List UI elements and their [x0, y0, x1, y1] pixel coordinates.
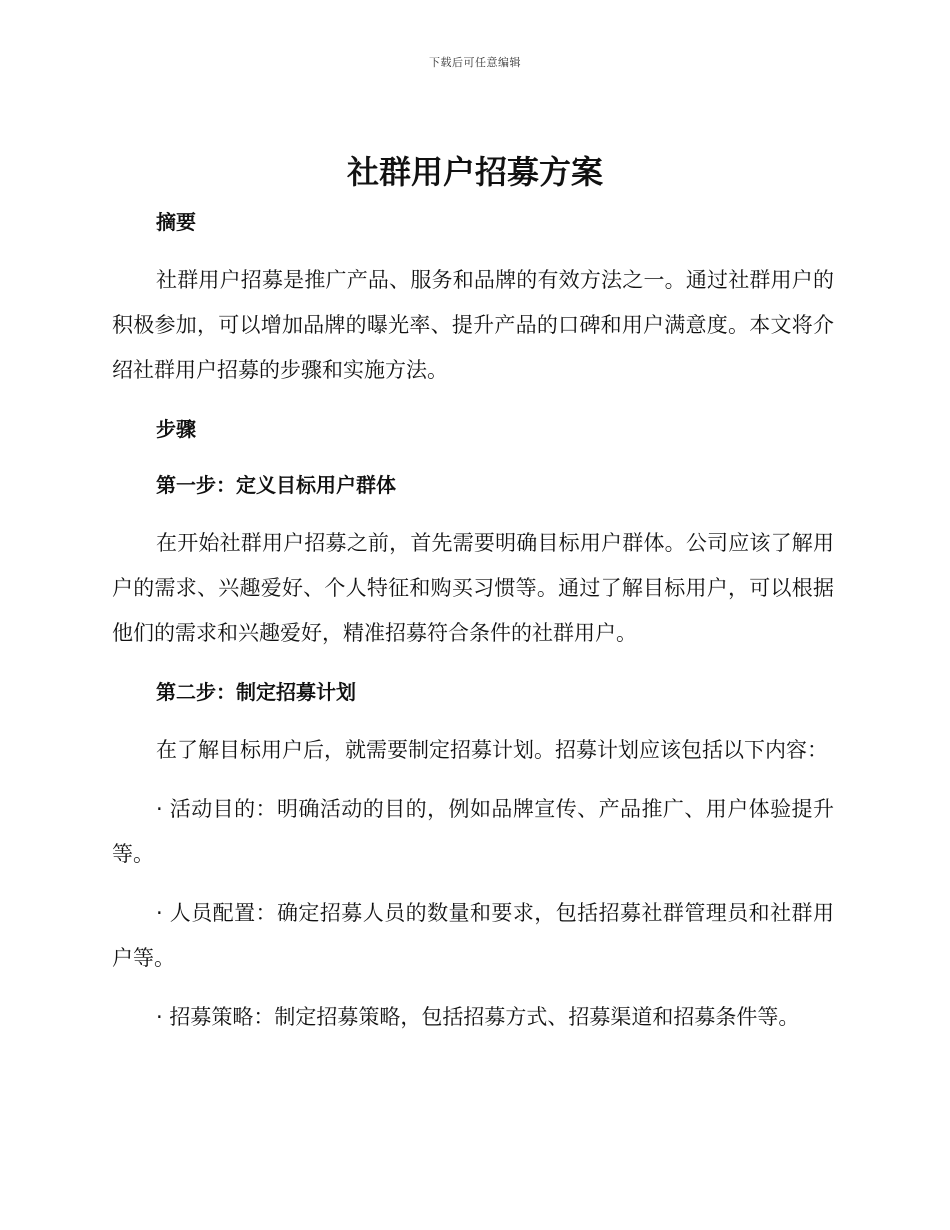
abstract-paragraph: 社群用户招募是推广产品、服务和品牌的有效方法之一。通过社群用户的积极参加，可以增加品牌的曝光率、提升产品的口碑和用户满意度。本文将介绍社群用户招募的步骤和实施方法。	[112, 268, 834, 382]
document-body	[112, 200, 834, 1040]
steps-heading: 步骤	[156, 417, 196, 441]
abstract-heading: 摘要	[156, 210, 196, 234]
step2-heading: 第二步：制定招募计划	[156, 680, 356, 704]
document-title: 社群用户招募方案	[346, 153, 603, 191]
header-note: 下载后可任意编辑	[429, 56, 521, 69]
step1-heading: 第一步：定义目标用户群体	[156, 473, 396, 497]
step1-paragraph: 在开始社群用户招募之前，首先需要明确目标用户群体。公司应该了解用户的需求、兴趣爱好、个人特征和购买习惯等。通过了解目标用户，可以根据他们的需求和兴趣爱好，精准招募符合条件的社群用户。	[112, 531, 834, 645]
bullet-item: · 活动目的：明确活动的目的，例如品牌宣传、产品推广、用户体验提升等。	[112, 797, 834, 866]
bullet-item: · 招募策略：制定招募策略，包括招募方式、招募渠道和招募条件等。	[156, 1005, 800, 1029]
bullet-item: · 人员配置：确定招募人员的数量和要求，包括招募社群管理员和社群用户等。	[112, 901, 834, 970]
step2-paragraph: 在了解目标用户后，就需要制定招募计划。招募计划应该包括以下内容：	[156, 738, 828, 762]
